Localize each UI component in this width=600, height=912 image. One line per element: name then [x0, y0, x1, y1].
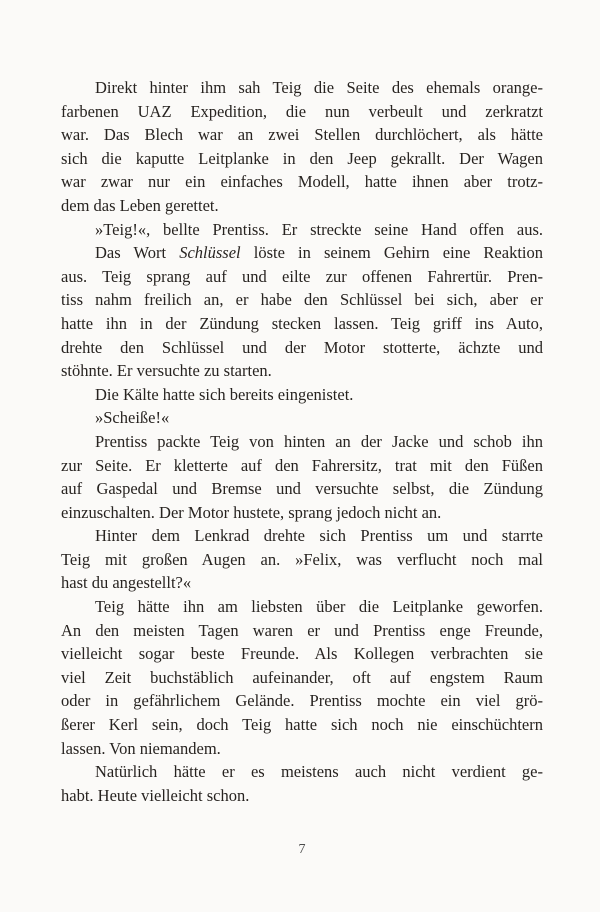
text-line — [61, 123, 543, 147]
text-line — [61, 265, 543, 289]
text-line — [61, 737, 543, 761]
text-segment: viel Zeit buchstäblich aufeinander, oft auf engstem Raum — [61, 667, 543, 687]
text-line — [61, 595, 543, 619]
text-segment: Die Kälte hatte sich bereits eingenistet. — [95, 384, 354, 404]
text-line — [61, 760, 543, 784]
paragraph — [61, 76, 543, 218]
paragraph — [61, 430, 543, 524]
paragraph — [61, 218, 543, 242]
text-segment: Direkt hinter ihm sah Teig die Seite des ehemals orange- — [95, 78, 543, 97]
text-segment: hast du angestellt?« — [61, 573, 192, 593]
text-segment: farbenen UAZ Expedition, die nun verbeult und zerkratzt — [61, 101, 543, 121]
text-segment: auf Gaspedal und Bremse und versuchte selbst, die Zündung — [61, 479, 543, 499]
text-segment: war. Das Blech war an zwei Stellen durchlöchert, als hätte — [61, 125, 543, 145]
text-line — [61, 713, 543, 737]
text-line — [61, 147, 543, 171]
italic-text: Schlüssel — [179, 243, 241, 263]
text-line — [61, 430, 543, 454]
text-line — [61, 312, 543, 336]
paragraph — [61, 524, 543, 595]
text-line — [61, 524, 543, 548]
text-segment: drehte den Schlüssel und der Motor stotterte, ächzte und — [61, 337, 543, 357]
text-segment: An den meisten Tagen waren er und Prentiss enge Freunde, — [61, 620, 543, 640]
text-line — [61, 454, 543, 478]
text-segment: dem das Leben gerettet. — [61, 195, 219, 215]
paragraph — [61, 595, 543, 760]
text-segment: »Teig!«, bellte Prentiss. Er streckte seine Hand offen aus. — [95, 219, 543, 239]
text-segment: ßerer Kerl sein, doch Teig hatte sich noch nie einschüchtern — [61, 715, 543, 735]
text-segment: stöhnte. Er versuchte zu starten. — [61, 361, 272, 381]
text-line — [61, 359, 543, 383]
text-line — [61, 406, 543, 430]
text-segment: tiss nahm freilich an, er habe den Schlüssel bei sich, aber er — [61, 290, 543, 310]
text-line — [61, 666, 543, 690]
text-segment: Das Wort — [95, 243, 180, 263]
paragraph — [61, 241, 543, 383]
text-segment: lassen. Von niemandem. — [61, 738, 221, 758]
text-segment: löste in seinem Gehirn eine Reaktion — [240, 243, 543, 263]
text-line — [61, 571, 543, 595]
text-line — [61, 76, 543, 100]
text-line — [61, 241, 543, 265]
text-line — [61, 619, 543, 643]
paragraph — [61, 760, 543, 807]
text-line — [61, 477, 543, 501]
text-segment: »Scheiße!« — [95, 408, 170, 428]
text-segment: zur Seite. Er kletterte auf den Fahrersitz, trat mit den Füßen — [61, 455, 543, 475]
text-line — [61, 288, 543, 312]
text-line — [61, 548, 543, 572]
paragraph — [61, 406, 543, 430]
text-segment: oder in gefährlichem Gelände. Prentiss mochte ein viel grö- — [61, 691, 543, 711]
text-segment: war zwar nur ein einfaches Modell, hatte ihnen aber trotz- — [61, 172, 543, 192]
text-line — [61, 383, 543, 407]
text-segment: Teig mit großen Augen an. »Felix, was verflucht noch mal — [61, 549, 543, 569]
text-segment: habt. Heute vielleicht schon. — [61, 785, 250, 805]
text-segment: vielleicht sogar beste Freunde. Als Kollegen verbrachten sie — [61, 644, 543, 664]
text-line — [61, 336, 543, 360]
text-segment: sich die kaputte Leitplanke in den Jeep gekrallt. Der Wagen — [61, 148, 543, 168]
text-line — [61, 784, 543, 808]
text-block — [61, 76, 543, 807]
paragraph — [61, 383, 543, 407]
text-segment: Hinter dem Lenkrad drehte sich Prentiss um und starrte — [95, 526, 543, 546]
text-line — [61, 689, 543, 713]
text-line — [61, 100, 543, 124]
text-segment: Natürlich hätte er es meistens auch nicht verdient ge- — [95, 762, 543, 782]
text-segment: Teig hätte ihn am liebsten über die Leitplanke geworfen. — [95, 597, 543, 617]
text-segment: Prentiss packte Teig von hinten an der Jacke und schob ihn — [95, 431, 543, 451]
page-number: 7 — [298, 842, 306, 857]
text-line — [61, 170, 543, 194]
text-line — [61, 194, 543, 218]
text-line — [61, 218, 543, 242]
text-segment: hatte ihn in der Zündung stecken lassen. Teig griff ins Auto, — [61, 313, 543, 333]
text-segment: einzuschalten. Der Motor hustete, sprang jedoch nicht an. — [61, 502, 442, 522]
text-line — [61, 642, 543, 666]
text-line — [61, 501, 543, 525]
text-segment: aus. Teig sprang auf und eilte zur offenen Fahrertür. Pren- — [61, 266, 543, 286]
